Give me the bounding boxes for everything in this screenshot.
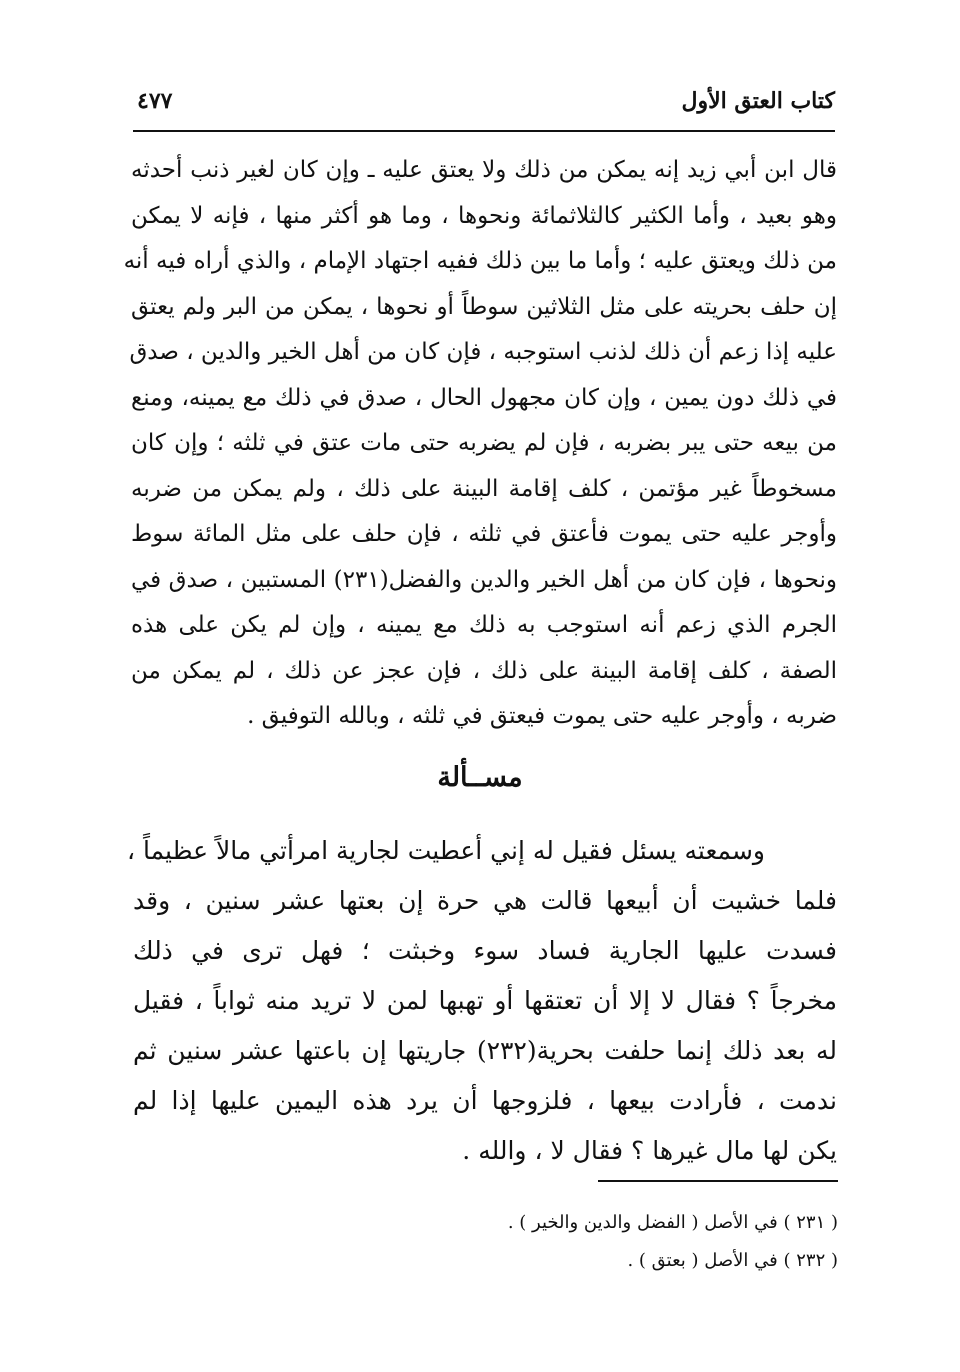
body-line: في ذلك دون يمين ، وإن كان مجهول الحال ، صدق في ذلك مع يمينه، ومنع	[131, 384, 837, 411]
question-line: يكن لها مال غيرها ؟ فقال لا ، والله .	[462, 1136, 837, 1165]
running-header	[133, 86, 835, 132]
body-line: عليه إذا زعم أن ذلك لذنب استوجبه ، فإن كان من أهل الخير والدين ، صدق	[129, 339, 837, 365]
question-paragraph	[126, 826, 837, 1176]
body-paragraph	[123, 148, 838, 740]
footnote: ( ٢٣٢ ) في الأصل ( بعتق ) .	[627, 1250, 838, 1271]
body-line: من بيعه حتى يبر بضربه ، فإن لم يضربه حتى مات عتق في ثلثه ؛ وإن كان	[131, 430, 837, 456]
footnote: ( ٢٣١ ) في الأصل ( الفضل والدين والخير ) .	[507, 1212, 838, 1233]
question-line: مخرجاً ؟ فقال لا إلا أن تعتقها أو تهبها لمن لا تريد منه ثواباً ، فقيل	[133, 986, 837, 1015]
body-line: ضربه ، وأوجر عليه حتى يموت فيعتق في ثلثه ، وبالله التوفيق .	[247, 703, 837, 729]
body-line: ونحوها ، فإن كان من أهل الخير والدين والفضل(٢٣١) المستبين ، صدق في	[131, 566, 838, 593]
question-line: له بعد ذلك إنما حلفت بحرية(٢٣٢) جاريتها إن باعتها عشر سنين ثم	[133, 1036, 837, 1065]
body-line: الجرم الذي زعم أنه استوجب به ذلك مع يمينه ، وإن لم يكن على هذه	[131, 612, 837, 638]
footnotes	[300, 1204, 838, 1280]
footnote-divider	[598, 1180, 838, 1182]
question-line: ندمت ، فأرادت بيعها ، فلزوجها أن يرد هذه اليمين عليها إذا لم	[133, 1086, 837, 1115]
body-line: إن حلف بحريته على مثل الثلاثين سوطاً أو نحوها ، يمكن من البر ولم يعتق	[131, 293, 837, 320]
question-line: فلما خشيت أن أبيعها قالت هي حرة إن بعتها عشر سنين ، وقد	[133, 886, 837, 915]
section-heading: مســألة	[437, 762, 523, 793]
body-line: من ذلك ويعتق عليه ؛ وأما ما بين ذلك ففيه اجتهاد الإمام ، والذي أراه فيه أنه	[123, 248, 837, 274]
body-line: الصفة ، كلف إقامة البينة على ذلك ، فإن عجز عن ذلك ، لم يمكن من	[131, 657, 837, 684]
question-line: فسدت عليها الجارية فساد سوء وخبثت ؛ فهل ترى في ذلك	[133, 936, 837, 965]
body-line: وهو بعيد ، وأما الكثير كالثلاثمائة ونحوها ، وما هو أكثر منها ، فإنه لا يمكن	[131, 202, 837, 229]
body-line: وأوجر عليه حتى يموت فأعتق في ثلثه ، فإن حلف على مثل المائة سوط	[131, 521, 837, 547]
page-number: ٤٧٧	[137, 88, 173, 114]
body-line: قال ابن أبي زيد إنه يمكن من ذلك ولا يعتق عليه ـ وإن كان لغير ذنب أحدثه	[131, 157, 837, 183]
running-title: كتاب العتق الأول	[681, 88, 835, 114]
question-line: وسمعته يسئل فقيل له إني أعطيت لجارية امرأتي مالاً عظيماً ،	[126, 836, 765, 865]
body-line: مسخوطاً غير مؤتمن ، كلف إقامة البينة على ذلك ، ولم يمكن من ضربه	[131, 475, 837, 502]
